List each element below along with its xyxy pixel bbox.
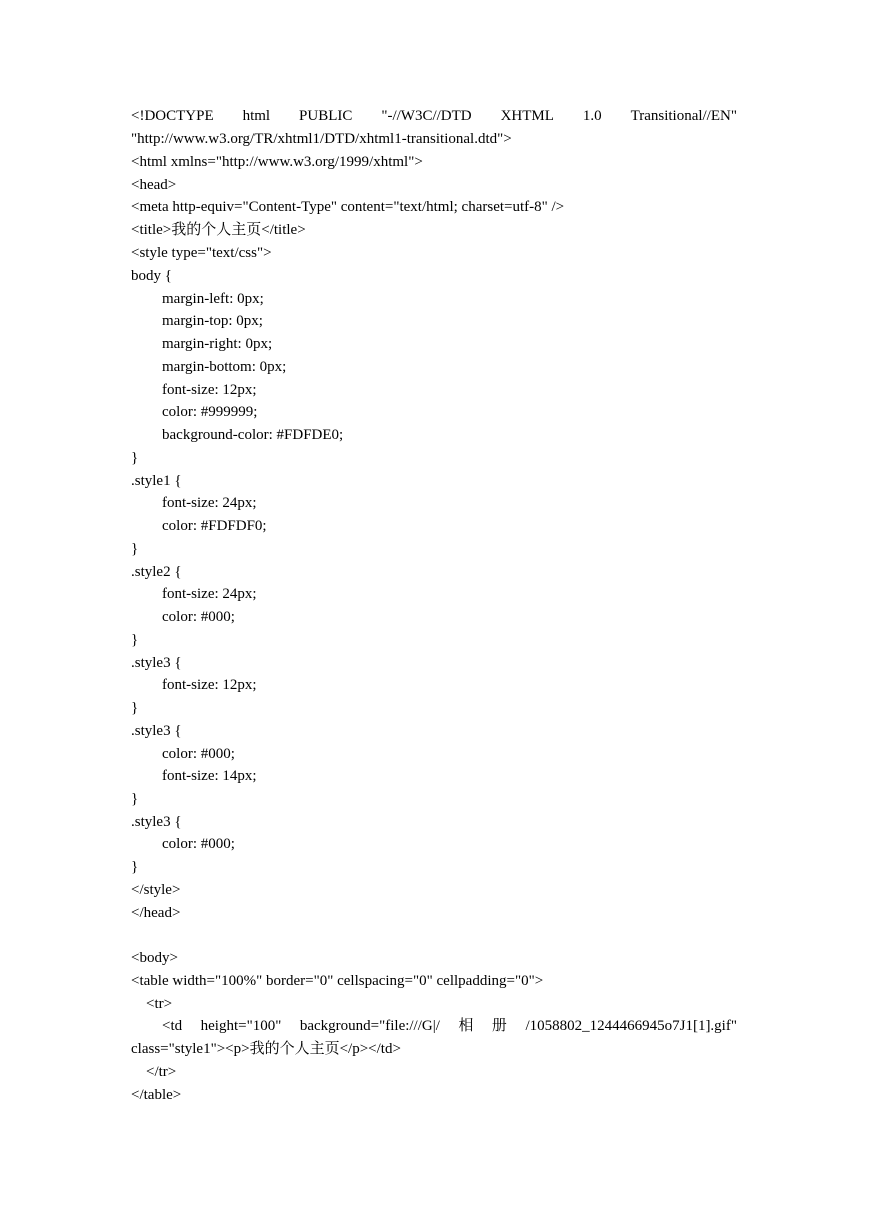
code-line: font-size: 12px; <box>162 677 257 693</box>
code-token: /1058802_1244466945o7J1[1].gif" <box>525 1018 737 1034</box>
code-line: font-size: 24px; <box>162 495 257 511</box>
code-line: <body> <box>131 950 178 966</box>
code-line: "http://www.w3.org/TR/xhtml1/DTD/xhtml1-transitional.dtd"> <box>131 131 512 147</box>
code-line: .style3 { <box>131 655 182 671</box>
code-line: <meta http-equiv="Content-Type" content="text/html; charset=utf-8" /> <box>131 199 565 215</box>
code-line: } <box>131 859 139 875</box>
code-token: 1.0 <box>582 108 602 124</box>
code-line: font-size: 12px; <box>162 382 257 398</box>
code-line: </tr> <box>146 1064 177 1080</box>
code-token: XHTML <box>500 108 554 124</box>
code-line: font-size: 24px; <box>162 586 257 602</box>
code-line: color: #000; <box>162 609 235 625</box>
code-line: color: #FDFDF0; <box>162 518 267 534</box>
code-line: color: #000; <box>162 746 235 762</box>
code-line: font-size: 14px; <box>162 768 257 784</box>
code-token: 相 <box>458 1018 474 1034</box>
code-token: background="file:///G|/ <box>299 1018 440 1034</box>
code-line: margin-left: 0px; <box>162 291 264 307</box>
code-token: 册 <box>491 1018 507 1034</box>
code-line: class="style1"><p>我的个人主页</p></td> <box>131 1041 401 1057</box>
code-line: .style3 { <box>131 814 182 830</box>
code-line: margin-right: 0px; <box>162 336 273 352</box>
code-token: <td <box>162 1018 183 1034</box>
code-line: color: #000; <box>162 836 235 852</box>
code-line: } <box>131 541 139 557</box>
code-line: <table width="100%" border="0" cellspacing="0" cellpadding="0"> <box>131 973 544 989</box>
code-line: <tr> <box>146 996 173 1012</box>
code-line: background-color: #FDFDE0; <box>162 427 344 443</box>
code-token: PUBLIC <box>299 108 353 124</box>
code-token: height="100" <box>200 1018 282 1034</box>
code-line: </table> <box>131 1087 182 1103</box>
code-line: </head> <box>131 905 181 921</box>
code-line: <html xmlns="http://www.w3.org/1999/xhtml"> <box>131 154 423 170</box>
code-line: .style3 { <box>131 723 182 739</box>
code-token: html <box>242 108 271 124</box>
code-line: <style type="text/css"> <box>131 245 272 261</box>
code-token: "-//W3C//DTD <box>381 108 472 124</box>
doctype-line <box>131 105 737 127</box>
code-line: } <box>131 632 139 648</box>
code-line: </style> <box>131 882 181 898</box>
code-line: color: #999999; <box>162 404 258 420</box>
code-line: <title>我的个人主页</title> <box>131 222 306 238</box>
code-line: <head> <box>131 177 177 193</box>
td-line <box>162 1015 737 1037</box>
code-line: margin-top: 0px; <box>162 313 263 329</box>
code-line: .style2 { <box>131 564 182 580</box>
code-line: } <box>131 700 139 716</box>
code-line: } <box>131 791 139 807</box>
code-token: Transitional//EN" <box>630 108 737 124</box>
code-token: <!DOCTYPE <box>131 108 214 124</box>
code-line: body { <box>131 268 172 284</box>
code-line: } <box>131 450 139 466</box>
code-line: .style1 { <box>131 473 182 489</box>
code-line: margin-bottom: 0px; <box>162 359 287 375</box>
